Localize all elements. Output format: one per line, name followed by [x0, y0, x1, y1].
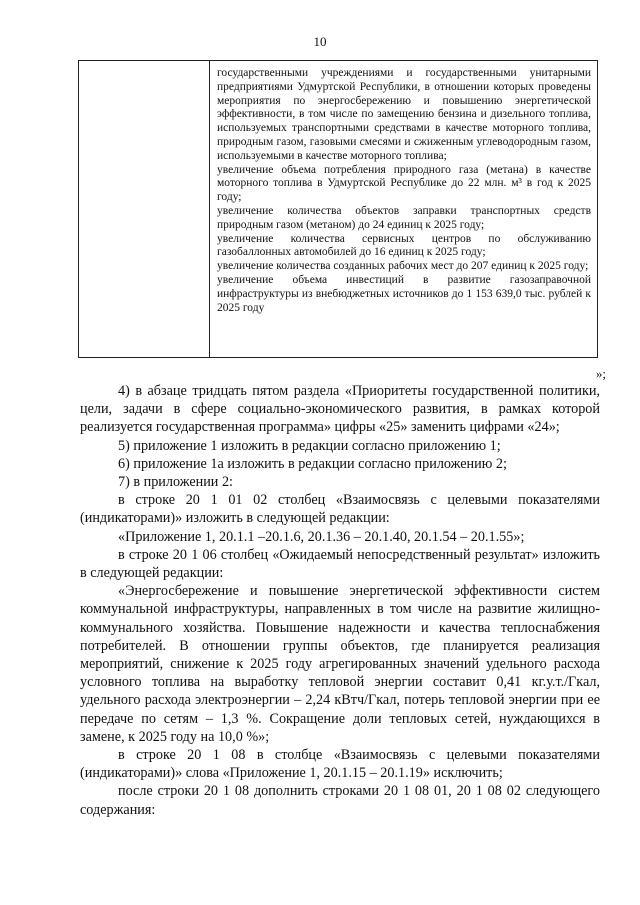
table-cell-line: увеличение объема потребления природного газа (метана) в качестве моторного топлива в Удмуртской Республике до 22 млн. м³ в год к 2025 году;: [217, 163, 591, 204]
paragraph-add-rows: после строки 20 1 08 дополнить строками 20 1 08 01, 20 1 08 02 следующего содержания:: [80, 783, 600, 818]
paragraph-row-20-1-08: в строке 20 1 08 в столбце «Взаимосвязь с целевыми показателями (индикаторами)» слова «Приложение 1, 20.1.15 – 20.1.19» исключить;: [80, 747, 600, 782]
page-number: 10: [313, 34, 327, 49]
paragraph-item-6: 6) приложение 1а изложить в редакции согласно приложению 2;: [118, 455, 507, 472]
paragraph-row-20-1-01-02: в строке 20 1 01 02 столбец «Взаимосвязь с целевыми показателями (индикаторами)» изложить в следующей редакции:: [80, 492, 600, 527]
paragraph-energy-saving: «Энергосбережение и повышение энергетической эффективности систем коммунальной инфраструктуры, направленных в том числе на развитие жилищно-коммунального хозяйства. Повышение надежности и качества теплоснабжения потребителей. В отношении группы объектов, где планируется реализация мероприятий, снижение к 2025 году агрегированных значений удельного расхода условного топлива на выработку тепловой энергии составит 0,41 кг.у.т./Гкал, удельного расхода электроэнергии – 2,24 кВтч/Гкал, потерь тепловой энергии при ее передаче по сетям – 1,3 %. Сокращение доли тепловых сетей, нуждающихся в замене, к 2025 году на 10,0 %»;: [80, 583, 600, 745]
paragraph-appendix-ref: «Приложение 1, 20.1.1 –20.1.6, 20.1.36 – 20.1.40, 20.1.54 – 20.1.55»;: [118, 528, 525, 545]
table-cell-line: увеличение количества сервисных центров по обслуживанию газобаллонных автомобилей до 16 единиц к 2025 году;: [217, 232, 591, 259]
paragraph-row-20-1-06: в строке 20 1 06 столбец «Ожидаемый непосредственный результат» изложить в следующей редакции:: [80, 546, 600, 582]
program-table: [78, 60, 598, 358]
table-cell-results: [217, 67, 591, 315]
table-cell-line: увеличение количества созданных рабочих мест до 207 единиц к 2025 году;: [217, 260, 589, 273]
document-body: [80, 382, 600, 819]
table-cell-line: государственными учреждениями и государственными унитарными предприятиями Удмуртской Республики, в отношении которых проведены мероприятия по энергосбережению и повышению энергетической эффективности, в том числе по замещению бензина и дизельного топлива, используемых транспортными средствами в качестве моторного топлива, природным газом, газовыми смесями и сжиженным углеводородным газом, используемыми в качестве моторного топлива;: [217, 67, 591, 162]
paragraph-item-5: 5) приложение 1 изложить в редакции согласно приложению 1;: [118, 437, 501, 454]
paragraph-item-4: 4) в абзаце тридцать пятом раздела «Приоритеты государственной политики, цели, задачи в сфере социально-экономического развития, в рамках которой реализуется государственная программа» цифры «25» заменить цифрами «24»;: [80, 383, 600, 436]
table-column-divider: [209, 61, 210, 357]
paragraph-item-7: 7) в приложении 2:: [118, 474, 233, 491]
table-cell-line: увеличение количества объектов заправки транспортных средств природным газом (метаном) до 24 единиц к 2025 году;: [217, 204, 591, 231]
table-cell-line: увеличение объема инвестиций в развитие газозаправочной инфраструктуры из внебюджетных источников до 1 153 639,0 тыс. рублей к 2025 году: [217, 273, 591, 314]
closing-quote: »;: [595, 366, 606, 381]
